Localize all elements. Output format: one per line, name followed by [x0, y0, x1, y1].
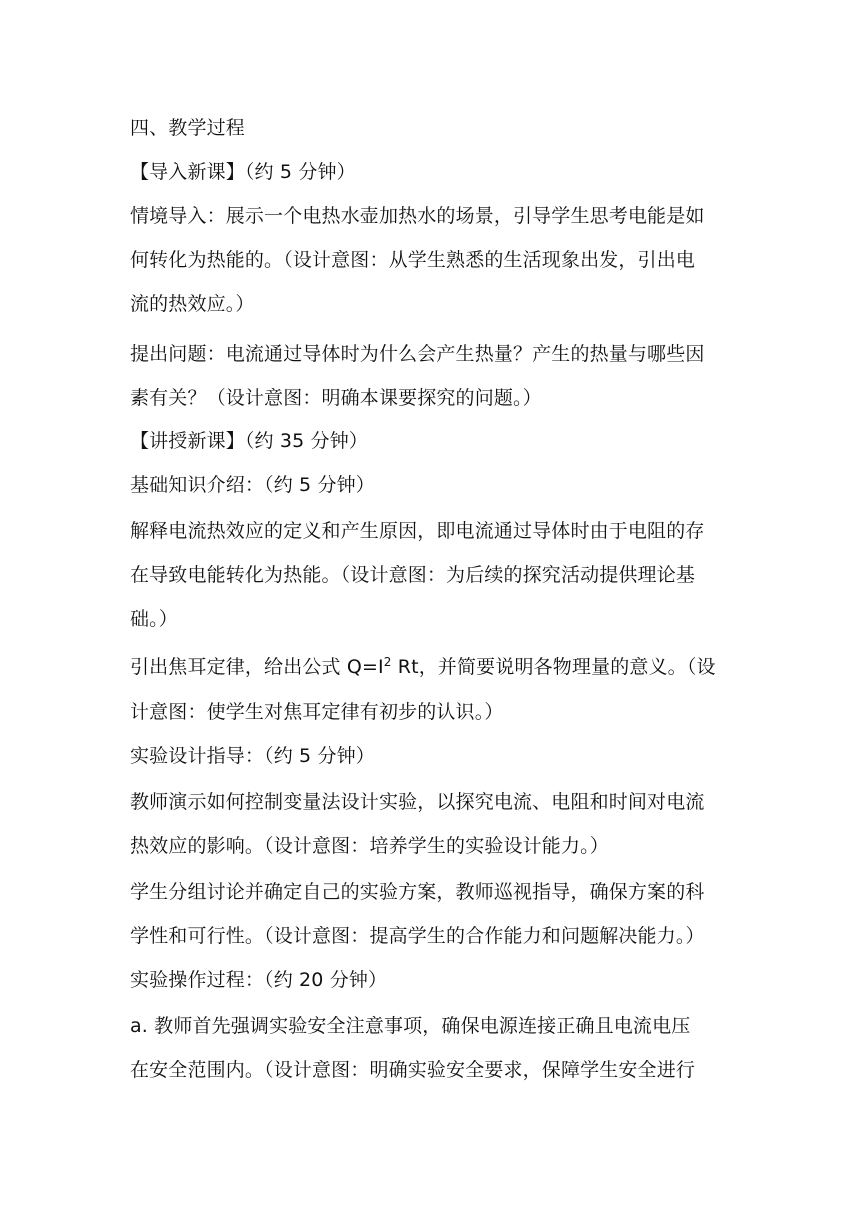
paragraph-line: 流的热效应。）	[130, 293, 255, 315]
paragraph-line: 实验设计指导：（约 5 分钟）	[130, 745, 375, 767]
paragraph-line: 基础知识介绍：（约 5 分钟）	[130, 474, 375, 496]
paragraph-line: 素有关？（设计意图：明确本课要探究的问题。）	[130, 387, 542, 409]
paragraph-line: 教师演示如何控制变量法设计实验，以探究电流、电阻和时间对电流	[130, 791, 705, 813]
paragraph-line: 计意图：使学生对焦耳定律有初步的认识。）	[130, 701, 504, 723]
formula-line	[130, 654, 740, 682]
paragraph-line: 在安全范围内。（设计意图：明确实验安全要求，保障学生安全进行	[130, 1059, 696, 1081]
subsection-heading: 【讲授新课】（约 35 分钟）	[130, 430, 369, 452]
section-heading: 四、教学过程	[130, 117, 245, 139]
formula-text-after: Rt，并简要说明各物理量的意义。（设	[391, 656, 716, 678]
paragraph-line: 在导致电能转化为热能。（设计意图：为后续的探究活动提供理论基	[130, 564, 696, 586]
paragraph-line: 学性和可行性。（设计意图：提高学生的合作能力和问题解决能力。）	[130, 925, 705, 947]
paragraph-line: 学生分组讨论并确定自己的实验方案，教师巡视指导，确保方案的科	[130, 881, 705, 903]
paragraph-line: 提出问题：电流通过导体时为什么会产生热量？产生的热量与哪些因	[130, 343, 705, 365]
subsection-heading: 【导入新课】（约 5 分钟）	[130, 161, 356, 183]
paragraph-line: 解释电流热效应的定义和产生原因，即电流通过导体时由于电阻的存	[130, 520, 705, 542]
paragraph-line: 实验操作过程：（约 20 分钟）	[130, 969, 388, 991]
paragraph-line: 何转化为热能的。（设计意图：从学生熟悉的生活现象出发，引出电	[130, 249, 696, 271]
paragraph-line: a. 教师首先强调实验安全注意事项，确保电源连接正确且电流电压	[130, 1015, 691, 1037]
paragraph-line: 情境导入：展示一个电热水壶加热水的场景，引导学生思考电能是如	[130, 205, 705, 227]
paragraph-line: 热效应的影响。（设计意图：培养学生的实验设计能力。）	[130, 835, 609, 857]
paragraph-line: 础。）	[130, 608, 178, 630]
formula-superscript: 2	[383, 655, 392, 669]
formula-text-before: 引出焦耳定律，给出公式 Q=I	[130, 656, 384, 678]
